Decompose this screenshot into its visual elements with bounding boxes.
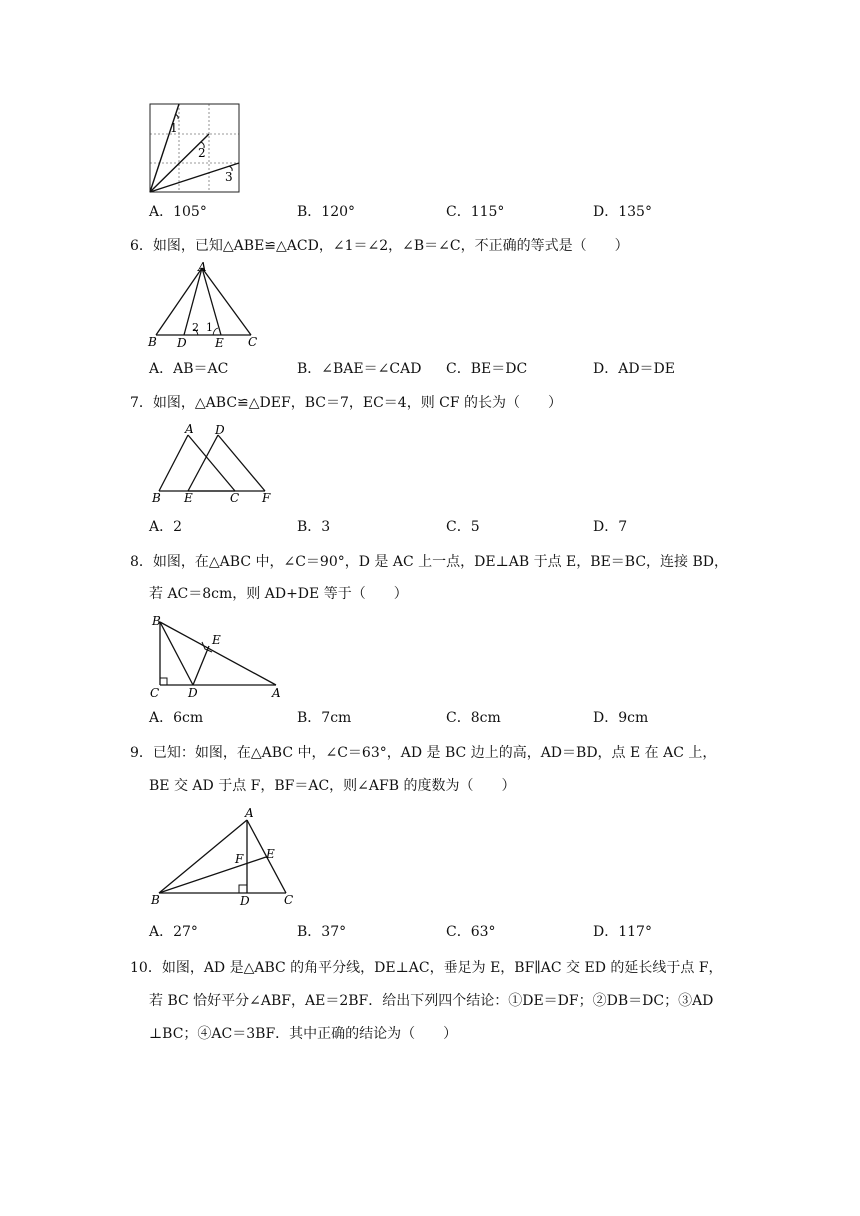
q8-option-c[interactable]: C．8cm [446,710,501,726]
q7-label-f: F [262,491,271,505]
q9-label-b: B [151,893,160,907]
q7-label-c: C [230,491,240,505]
q6-label-b: B [148,335,157,348]
q5-option-b[interactable]: B．120° [297,204,356,220]
q5-option-d[interactable]: D．135° [593,204,652,220]
q9-label-d: D [240,894,250,908]
q8-label-b: B [152,614,161,628]
q9-figure [148,808,298,908]
q6-option-c[interactable]: C．BE＝DC [446,361,528,377]
q8-figure [148,612,288,700]
q5-figure [145,102,245,194]
q8-label-d: D [188,686,198,700]
q5-option-c[interactable]: C．115° [446,204,505,220]
q6-label-2: 2 [192,321,199,334]
q5-label-3: 3 [225,170,233,184]
q6-label-1: 1 [206,321,213,334]
q8-option-d[interactable]: D．9cm [593,710,649,726]
q6-label-a: A [198,262,207,274]
q6-label-c: C [248,335,258,348]
q8-stem-line2: 若 AC＝8cm，则 AD+DE 等于（ ） [149,586,408,602]
q10-stem-line1: 10．如图，AD 是△ABC 的角平分线，DE⊥AC，垂足为 E，BF∥AC 交 ED 的延长线于点 F， [130,960,723,976]
q7-option-a[interactable]: A．2 [149,519,183,535]
q5-label-1: 1 [170,121,178,135]
q6-figure [144,262,264,348]
q8-option-a[interactable]: A．6cm [149,710,204,726]
q7-option-d[interactable]: D．7 [593,519,628,535]
q6-option-b[interactable]: B．∠BAE＝∠CAD [297,361,422,377]
q8-label-e: E [212,633,221,647]
q7-figure [148,422,278,506]
q5-label-2: 2 [198,146,206,160]
q8-stem-line1: 8．如图，在△ABC 中，∠C＝90°，D 是 AC 上一点，DE⊥AB 于点 E，BE＝BC，连接 BD， [130,554,729,570]
q9-stem-line2: BE 交 AD 于点 F，BF＝AC，则∠AFB 的度数为（ ） [149,778,516,794]
q9-option-b[interactable]: B．37° [297,924,347,940]
q9-label-c: C [284,893,294,907]
q7-stem: 7．如图，△ABC≌△DEF，BC＝7，EC＝4，则 CF 的长为（ ） [130,395,563,411]
q8-option-b[interactable]: B．7cm [297,710,352,726]
q7-label-d: D [215,423,225,437]
q6-label-d: D [177,336,187,348]
q9-option-d[interactable]: D．117° [593,924,652,940]
q6-stem: 6．如图，已知△ABE≌△ACD，∠1＝∠2，∠B＝∠C，不正确的等式是（ ） [130,238,629,254]
q10-stem-line3: ⊥BC；④AC＝3BF．其中正确的结论为（ ） [149,1026,458,1042]
q5-option-a[interactable]: A．105° [149,204,207,220]
q7-option-c[interactable]: C．5 [446,519,480,535]
q8-label-c: C [150,686,160,700]
q6-label-e: E [215,336,224,348]
q7-label-e: E [184,491,193,505]
q6-option-a[interactable]: A．AB＝AC [149,361,229,377]
q9-option-c[interactable]: C．63° [446,924,496,940]
q9-option-a[interactable]: A．27° [149,924,198,940]
q9-label-e: E [266,847,275,861]
q7-label-b: B [152,491,161,505]
q9-label-f: F [235,852,244,866]
q9-stem-line1: 9．已知：如图，在△ABC 中，∠C＝63°，AD 是 BC 边上的高，AD＝BD，点 E 在 AC 上， [130,745,717,761]
q9-label-a: A [245,808,254,820]
q10-stem-line2: 若 BC 恰好平分∠ABF，AE＝2BF．给出下列四个结论：①DE＝DF；②DB＝DC；③AD [149,993,714,1009]
q8-label-a: A [272,686,281,700]
q7-option-b[interactable]: B．3 [297,519,331,535]
q7-label-a: A [185,422,194,436]
q6-option-d[interactable]: D．AD＝DE [593,361,676,377]
